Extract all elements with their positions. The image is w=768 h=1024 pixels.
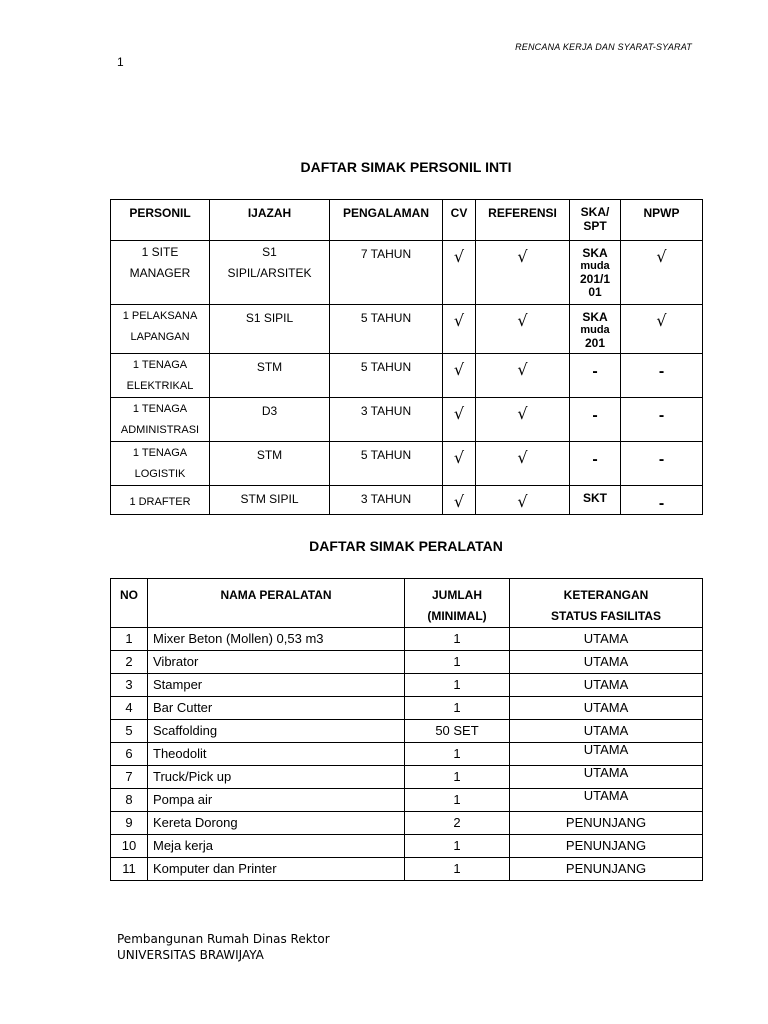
footer-institution: UNIVERSITAS BRAWIJAYA [117,948,264,962]
equipment-row [111,651,703,674]
ska-line1: - [592,363,598,380]
personnel-table [110,199,703,515]
personnel-table-title: DAFTAR SIMAK PERSONIL INTI [300,159,512,175]
cell-npwp: - [621,354,703,398]
equipment-row [111,766,703,789]
cell-nama-peralatan: Komputer dan Printer [148,858,405,881]
cell-referensi-check-icon: √ [476,442,570,486]
cell-personil [111,305,210,354]
cell-status-fasilitas: PENUNJANG [510,835,703,858]
cell-no: 6 [111,743,148,766]
personnel-row [111,305,703,354]
cell-jumlah: 1 [405,835,510,858]
ijazah-line2: SIPIL/ARSITEK [227,266,312,280]
equipment-row [111,789,703,812]
cell-pengalaman: 3 TAHUN [330,398,443,442]
cell-jumlah: 1 [405,651,510,674]
personnel-row [111,241,703,305]
cell-npwp: - [621,486,703,515]
equipment-row [111,674,703,697]
ska-line1: - [592,407,598,424]
cell-ska-spt [570,354,621,398]
col-referensi: REFERENSI [476,200,570,241]
ijazah-line1: STM [256,448,283,462]
cell-nama-peralatan: Bar Cutter [148,697,405,720]
cell-referensi-check-icon: √ [476,241,570,305]
col-pengalaman: PENGALAMAN [330,200,443,241]
equipment-row [111,858,703,881]
col-keterangan-line2: STATUS FASILITAS [551,609,661,623]
cell-jumlah: 1 [405,766,510,789]
cell-cv-check-icon: √ [443,442,476,486]
cell-jumlah: 1 [405,858,510,881]
personil-line1: 1 TENAGA [132,403,188,415]
cell-npwp: - [621,398,703,442]
equipment-row [111,697,703,720]
cell-ska-spt [570,398,621,442]
cell-jumlah: 1 [405,674,510,697]
personil-line1: 1 SITE [141,245,179,259]
cell-jumlah: 1 [405,789,510,812]
cell-personil [111,442,210,486]
cell-no: 2 [111,651,148,674]
cell-no: 9 [111,812,148,835]
ijazah-line1: S1 SIPIL [245,311,294,325]
cell-status-fasilitas: UTAMA [510,720,703,743]
cell-no: 4 [111,697,148,720]
personil-line2: LAPANGAN [130,331,190,343]
cell-npwp: √ [621,241,703,305]
cell-personil [111,241,210,305]
equipment-header-row [111,579,703,628]
cell-nama-peralatan: Pompa air [148,789,405,812]
ijazah-line1: D3 [261,404,278,418]
cell-status-fasilitas: UTAMA [510,628,703,651]
col-jumlah-line1: JUMLAH [432,588,482,602]
cell-personil [111,398,210,442]
cell-pengalaman: 3 TAHUN [330,486,443,515]
personil-line2: LOGISTIK [134,468,186,480]
cell-status-fasilitas: UTAMA [510,651,703,674]
ijazah-line1: S1 [262,245,277,259]
cell-status-fasilitas: PENUNJANG [510,858,703,881]
cell-nama-peralatan: Scaffolding [148,720,405,743]
cell-nama-peralatan: Meja kerja [148,835,405,858]
ska-line2: muda [580,260,610,272]
ska-line1: - [592,451,598,468]
ska-line3: 201/1 [579,272,611,286]
cell-personil [111,354,210,398]
cell-jumlah: 2 [405,812,510,835]
personnel-header-row [111,200,703,241]
cell-jumlah: 1 [405,628,510,651]
cell-ijazah [210,486,330,515]
cell-ska-spt [570,486,621,515]
cell-referensi-check-icon: √ [476,305,570,354]
cell-personil [111,486,210,515]
col-jumlah-line2: (MINIMAL) [427,609,487,623]
col-keterangan [510,579,703,628]
cell-no: 5 [111,720,148,743]
cell-no: 1 [111,628,148,651]
personnel-row [111,442,703,486]
cell-jumlah: 50 SET [405,720,510,743]
cell-pengalaman: 5 TAHUN [330,305,443,354]
personil-line1: 1 DRAFTER [129,496,191,508]
cell-npwp: √ [621,305,703,354]
cell-pengalaman: 5 TAHUN [330,354,443,398]
cell-no: 10 [111,835,148,858]
cell-nama-peralatan: Vibrator [148,651,405,674]
cell-cv-check-icon: √ [443,398,476,442]
cell-cv-check-icon: √ [443,354,476,398]
equipment-row [111,812,703,835]
cell-pengalaman: 7 TAHUN [330,241,443,305]
cell-jumlah: 1 [405,743,510,766]
cell-ijazah [210,442,330,486]
cell-cv-check-icon: √ [443,241,476,305]
cell-nama-peralatan: Theodolit [148,743,405,766]
ska-line2: muda [580,324,610,336]
equipment-table-title: DAFTAR SIMAK PERALATAN [309,538,503,554]
personil-line2: ELEKTRIKAL [126,380,194,392]
cell-nama-peralatan: Mixer Beton (Mollen) 0,53 m3 [148,628,405,651]
equipment-row [111,628,703,651]
cell-ska-spt [570,442,621,486]
ijazah-line1: STM [256,360,283,374]
personnel-row [111,398,703,442]
cell-no: 11 [111,858,148,881]
ska-line1: SKA [582,246,608,260]
col-npwp: NPWP [621,200,703,241]
equipment-table [110,578,703,881]
cell-nama-peralatan: Truck/Pick up [148,766,405,789]
cell-ijazah [210,305,330,354]
cell-no: 7 [111,766,148,789]
cell-status-fasilitas: PENUNJANG [510,812,703,835]
col-keterangan-line1: KETERANGAN [563,588,649,602]
cell-status-fasilitas: UTAMA [510,789,703,812]
cell-nama-peralatan: Stamper [148,674,405,697]
cell-status-fasilitas: UTAMA [510,674,703,697]
running-title: RENCANA KERJA DAN SYARAT-SYARAT [515,42,692,52]
cell-no: 8 [111,789,148,812]
cell-ijazah [210,398,330,442]
cell-cv-check-icon: √ [443,305,476,354]
cell-referensi-check-icon: √ [476,354,570,398]
col-personil: PERSONIL [111,200,210,241]
cell-npwp: - [621,442,703,486]
cell-ijazah [210,354,330,398]
col-cv: CV [443,200,476,241]
cell-cv-check-icon: √ [443,486,476,515]
cell-nama-peralatan: Kereta Dorong [148,812,405,835]
col-nama-peralatan: NAMA PERALATAN [148,579,405,628]
ijazah-line1: STM SIPIL [240,492,299,506]
personnel-row [111,486,703,515]
equipment-row [111,720,703,743]
cell-status-fasilitas: UTAMA [510,743,703,766]
personil-line1: 1 PELAKSANA [122,310,198,322]
ska-line1: SKT [583,491,607,505]
personil-line2: ADMINISTRASI [120,424,200,436]
cell-referensi-check-icon: √ [476,398,570,442]
personil-line1: 1 TENAGA [132,447,188,459]
cell-jumlah: 1 [405,697,510,720]
cell-status-fasilitas: UTAMA [510,766,703,789]
equipment-row [111,835,703,858]
cell-no: 3 [111,674,148,697]
col-jumlah [405,579,510,628]
col-no: NO [111,579,148,628]
cell-pengalaman: 5 TAHUN [330,442,443,486]
col-ijazah: IJAZAH [210,200,330,241]
cell-ijazah [210,241,330,305]
personnel-row [111,354,703,398]
cell-ska-spt [570,241,621,305]
footer-project-name: Pembangunan Rumah Dinas Rektor [117,932,330,946]
cell-referensi-check-icon: √ [476,486,570,515]
ska-line1: SKA [582,310,608,324]
ska-line4: 01 [588,285,602,299]
col-ska-spt: SKA/ SPT [570,200,621,241]
footer [117,931,330,963]
personil-line1: 1 TENAGA [132,359,188,371]
page-number: 1 [117,55,124,69]
cell-status-fasilitas: UTAMA [510,697,703,720]
personil-line2: MANAGER [129,266,191,280]
ska-line3: 201 [584,336,606,350]
cell-ska-spt [570,305,621,354]
equipment-row [111,743,703,766]
